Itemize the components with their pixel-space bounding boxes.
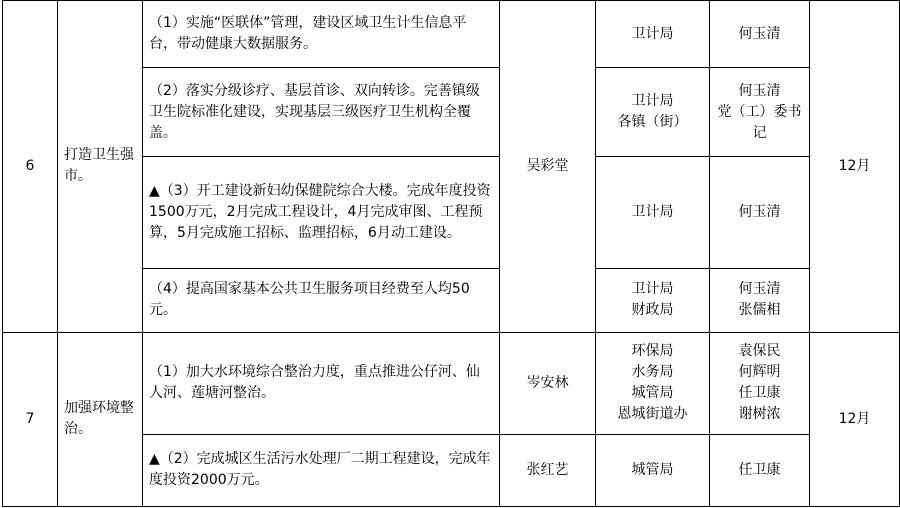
- task-content: ▲（2）完成城区生活污水处理厂二期工程建设，完成年度投资2000万元。: [143, 434, 500, 506]
- dept-name: 各镇（街）: [617, 114, 688, 131]
- row-number: 6: [3, 1, 58, 333]
- lead-leader: 岑安林: [500, 332, 596, 434]
- person-name: 何玉清: [738, 82, 781, 99]
- person-name: 何玉清: [738, 281, 781, 298]
- row-number: 7: [3, 332, 58, 506]
- dept-name: 财政局: [631, 302, 674, 319]
- task-content: （4）提高国家基本公共卫生服务项目经费至人均50元。: [143, 268, 500, 332]
- responsible-dept: [596, 1, 710, 68]
- person-name: 谢树浓: [738, 406, 781, 423]
- responsible-dept: [596, 434, 710, 506]
- dept-name: 恩城街道办: [617, 406, 688, 423]
- task-table: [2, 0, 900, 507]
- responsible-person: [710, 434, 810, 506]
- deadline: 12月: [810, 332, 900, 506]
- person-name: 张儒相: [738, 302, 781, 319]
- responsible-person: [710, 268, 810, 332]
- dept-name: 环保局: [631, 343, 674, 360]
- responsible-person: [710, 157, 810, 268]
- table-row: [3, 332, 900, 434]
- task-content: ▲（3）开工建设新妇幼保健院综合大楼。完成年度投资1500万元，2月完成工程设计，4月完成审图、工程预算，5月完成施工招标、监理招标，6月动工建设。: [143, 157, 500, 268]
- dept-name: 卫计局: [631, 93, 674, 110]
- dept-name: 水务局: [631, 364, 674, 381]
- dept-name: 城管局: [631, 385, 674, 402]
- deadline: 12月: [810, 1, 900, 333]
- task-content: （1）实施“医联体”管理，建设区域卫生计生信息平台，带动健康大数据服务。: [143, 1, 500, 68]
- person-name: 袁保民: [738, 343, 781, 360]
- person-name: 任卫康: [738, 385, 781, 402]
- responsible-person: [710, 332, 810, 434]
- task-content: （1）加大水环境综合整治力度，重点推进公仔河、仙人河、莲塘河整治。: [143, 332, 500, 434]
- person-name: 何玉清: [738, 203, 781, 220]
- person-name: 何玉清: [738, 25, 781, 42]
- task-content: （2）落实分级诊疗、基层首诊、双向转诊。完善镇级卫生院标准化建设，实现基层三级医疗卫生机构全覆盖。: [143, 68, 500, 157]
- dept-name: 卫计局: [631, 203, 674, 220]
- person-name: 党（工）委书记: [717, 103, 802, 141]
- responsible-person: [710, 1, 810, 68]
- responsible-dept: [596, 68, 710, 157]
- task-category: 加强环境整治。: [58, 332, 143, 506]
- responsible-dept: [596, 332, 710, 434]
- person-name: 何辉明: [738, 364, 781, 381]
- table-row: [3, 1, 900, 68]
- responsible-dept: [596, 157, 710, 268]
- person-name: 任卫康: [738, 461, 781, 478]
- task-category: 打造卫生强市。: [58, 1, 143, 333]
- responsible-dept: [596, 268, 710, 332]
- responsible-person: [710, 68, 810, 157]
- dept-name: 卫计局: [631, 25, 674, 42]
- lead-leader: 吴彩堂: [500, 1, 596, 333]
- lead-leader: 张红艺: [500, 434, 596, 506]
- dept-name: 城管局: [631, 461, 674, 478]
- dept-name: 卫计局: [631, 281, 674, 298]
